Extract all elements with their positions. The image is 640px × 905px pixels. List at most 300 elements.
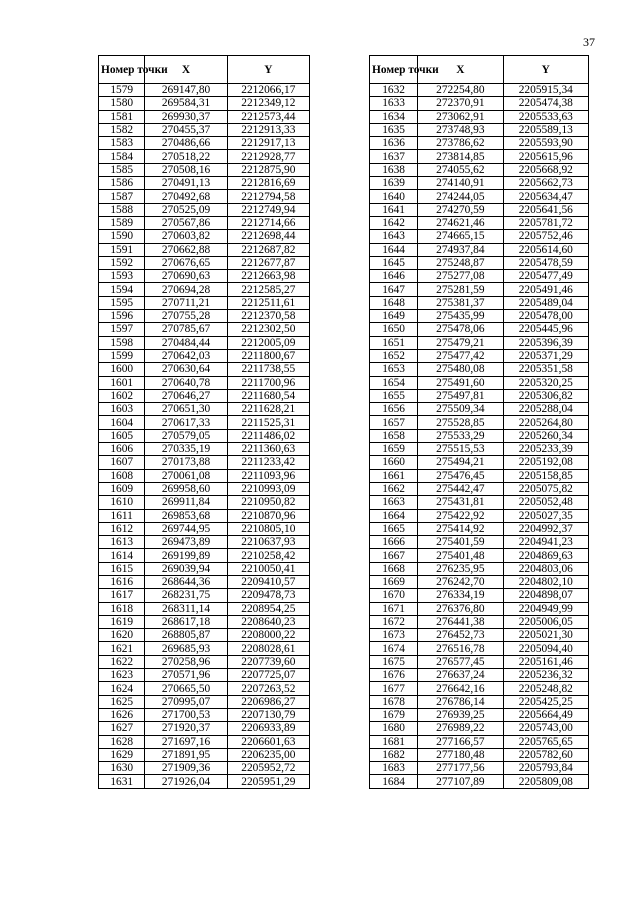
- cell-x: 274140,91: [418, 177, 503, 190]
- cell-point-number: 1638: [370, 163, 418, 176]
- cell-point-number: 1643: [370, 230, 418, 243]
- cell-x: 270690,63: [145, 270, 227, 283]
- table-row: [99, 762, 310, 775]
- cell-point-number: 1583: [99, 137, 145, 150]
- cell-point-number: 1642: [370, 216, 418, 229]
- cell-point-number: 1629: [99, 748, 145, 761]
- cell-x: 275431,81: [418, 496, 503, 509]
- cell-x: 270662,88: [145, 243, 227, 256]
- cell-y: 2205474,38: [503, 97, 588, 110]
- table-row: [99, 482, 310, 495]
- cell-point-number: 1611: [99, 509, 145, 522]
- table-row: [370, 123, 589, 136]
- cell-x: 270711,21: [145, 296, 227, 309]
- cell-point-number: 1608: [99, 469, 145, 482]
- cell-y: 2208640,23: [227, 615, 309, 628]
- cell-point-number: 1631: [99, 775, 145, 788]
- table-row: [99, 522, 310, 535]
- table-row: [370, 429, 589, 442]
- cell-x: 269853,68: [145, 509, 227, 522]
- cell-y: 2205478,00: [503, 310, 588, 323]
- cell-y: 2205952,72: [227, 762, 309, 775]
- cell-x: 270603,82: [145, 230, 227, 243]
- table-row: [370, 336, 589, 349]
- cell-y: 2205320,25: [503, 376, 588, 389]
- cell-y: 2212928,77: [227, 150, 309, 163]
- cell-y: 2204949,99: [503, 602, 588, 615]
- cell-point-number: 1605: [99, 429, 145, 442]
- cell-y: 2205478,59: [503, 256, 588, 269]
- cell-point-number: 1637: [370, 150, 418, 163]
- cell-y: 2207725,07: [227, 669, 309, 682]
- table-row: [99, 123, 310, 136]
- table-row: [370, 376, 589, 389]
- cell-y: 2211486,02: [227, 429, 309, 442]
- cell-y: 2205589,13: [503, 123, 588, 136]
- cell-y: 2212005,09: [227, 336, 309, 349]
- table-row: [370, 549, 589, 562]
- cell-x: 275528,85: [418, 416, 503, 429]
- cell-point-number: 1606: [99, 443, 145, 456]
- cell-y: 2205743,00: [503, 722, 588, 735]
- table-row: [99, 256, 310, 269]
- cell-y: 2204941,23: [503, 536, 588, 549]
- table-row: [99, 456, 310, 469]
- table-row: [370, 722, 589, 735]
- cell-x: 277177,56: [418, 762, 503, 775]
- cell-point-number: 1683: [370, 762, 418, 775]
- table-row: [370, 216, 589, 229]
- table-header-row: [370, 56, 589, 84]
- cell-x: 268311,14: [145, 602, 227, 615]
- cell-point-number: 1645: [370, 256, 418, 269]
- cell-y: 2212585,27: [227, 283, 309, 296]
- cell-point-number: 1613: [99, 536, 145, 549]
- cell-x: 276242,70: [418, 575, 503, 588]
- table-row: [370, 190, 589, 203]
- cell-point-number: 1592: [99, 256, 145, 269]
- cell-point-number: 1658: [370, 429, 418, 442]
- cell-x: 275478,06: [418, 323, 503, 336]
- cell-x: 268644,36: [145, 575, 227, 588]
- cell-x: 270617,33: [145, 416, 227, 429]
- cell-point-number: 1598: [99, 336, 145, 349]
- cell-y: 2212875,90: [227, 163, 309, 176]
- cell-point-number: 1587: [99, 190, 145, 203]
- cell-point-number: 1635: [370, 123, 418, 136]
- cell-point-number: 1636: [370, 137, 418, 150]
- cell-y: 2212687,82: [227, 243, 309, 256]
- cell-x: 274055,62: [418, 163, 503, 176]
- table-row: [370, 575, 589, 588]
- cell-point-number: 1604: [99, 416, 145, 429]
- cell-y: 2205915,34: [503, 84, 588, 97]
- table-row: [370, 203, 589, 216]
- cell-y: 2210258,42: [227, 549, 309, 562]
- cell-y: 2211233,42: [227, 456, 309, 469]
- table-row: [99, 84, 310, 97]
- cell-x: 276577,45: [418, 655, 503, 668]
- cell-point-number: 1617: [99, 589, 145, 602]
- cell-y: 2212573,44: [227, 110, 309, 123]
- table-row: [370, 536, 589, 549]
- table-row: [99, 602, 310, 615]
- cell-point-number: 1647: [370, 283, 418, 296]
- cell-x: 275248,87: [418, 256, 503, 269]
- cell-point-number: 1684: [370, 775, 418, 788]
- cell-x: 274244,05: [418, 190, 503, 203]
- table-row: [99, 536, 310, 549]
- cell-y: 2211700,96: [227, 376, 309, 389]
- cell-point-number: 1655: [370, 389, 418, 402]
- cell-y: 2206933,89: [227, 722, 309, 735]
- table-row: [99, 642, 310, 655]
- table-row: [99, 629, 310, 642]
- cell-x: 276452,73: [418, 629, 503, 642]
- table-row: [99, 509, 310, 522]
- cell-point-number: 1670: [370, 589, 418, 602]
- cell-x: 274621,46: [418, 216, 503, 229]
- table-row: [99, 270, 310, 283]
- cell-point-number: 1612: [99, 522, 145, 535]
- table-row: [99, 230, 310, 243]
- cell-point-number: 1632: [370, 84, 418, 97]
- cell-point-number: 1597: [99, 323, 145, 336]
- cell-x: 270486,66: [145, 137, 227, 150]
- table-row: [370, 655, 589, 668]
- table-row: [370, 589, 589, 602]
- cell-point-number: 1586: [99, 177, 145, 190]
- cell-y: 2205593,90: [503, 137, 588, 150]
- cell-x: 270676,65: [145, 256, 227, 269]
- table-row: [370, 629, 589, 642]
- table-row: [99, 562, 310, 575]
- cell-x: 276637,24: [418, 669, 503, 682]
- cell-y: 2211525,31: [227, 416, 309, 429]
- cell-point-number: 1669: [370, 575, 418, 588]
- cell-point-number: 1588: [99, 203, 145, 216]
- cell-x: 270694,28: [145, 283, 227, 296]
- header-point-number: Номер точки: [370, 56, 418, 84]
- cell-y: 2205781,72: [503, 216, 588, 229]
- cell-x: 269039,94: [145, 562, 227, 575]
- cell-x: 271697,16: [145, 735, 227, 748]
- cell-y: 2205489,04: [503, 296, 588, 309]
- cell-y: 2212349,12: [227, 97, 309, 110]
- table-row: [99, 575, 310, 588]
- cell-y: 2204992,37: [503, 522, 588, 535]
- cell-y: 2211628,21: [227, 403, 309, 416]
- cell-y: 2205158,85: [503, 469, 588, 482]
- table-row: [99, 655, 310, 668]
- cell-x: 270061,08: [145, 469, 227, 482]
- table-row: [370, 669, 589, 682]
- cell-x: 270567,86: [145, 216, 227, 229]
- cell-y: 2205021,30: [503, 629, 588, 642]
- cell-y: 2208954,25: [227, 602, 309, 615]
- cell-x: 275435,99: [418, 310, 503, 323]
- cell-point-number: 1595: [99, 296, 145, 309]
- cell-x: 273062,91: [418, 110, 503, 123]
- cell-y: 2211360,63: [227, 443, 309, 456]
- cell-point-number: 1620: [99, 629, 145, 642]
- cell-x: 271920,37: [145, 722, 227, 735]
- table-row: [370, 615, 589, 628]
- cell-point-number: 1668: [370, 562, 418, 575]
- cell-y: 2205951,29: [227, 775, 309, 788]
- cell-point-number: 1603: [99, 403, 145, 416]
- cell-y: 2205351,58: [503, 363, 588, 376]
- cell-x: 270630,64: [145, 363, 227, 376]
- cell-y: 2210050,41: [227, 562, 309, 575]
- cell-point-number: 1582: [99, 123, 145, 136]
- cell-y: 2211800,67: [227, 349, 309, 362]
- cell-x: 268617,18: [145, 615, 227, 628]
- cell-point-number: 1652: [370, 349, 418, 362]
- cell-x: 270646,27: [145, 389, 227, 402]
- cell-y: 2205477,49: [503, 270, 588, 283]
- cell-point-number: 1644: [370, 243, 418, 256]
- cell-y: 2210805,10: [227, 522, 309, 535]
- cell-point-number: 1610: [99, 496, 145, 509]
- cell-y: 2209410,57: [227, 575, 309, 588]
- cell-x: 269744,95: [145, 522, 227, 535]
- cell-point-number: 1580: [99, 97, 145, 110]
- cell-point-number: 1602: [99, 389, 145, 402]
- cell-x: 269473,89: [145, 536, 227, 549]
- cell-point-number: 1624: [99, 682, 145, 695]
- cell-point-number: 1657: [370, 416, 418, 429]
- cell-point-number: 1646: [370, 270, 418, 283]
- table-row: [370, 682, 589, 695]
- cell-x: 271700,53: [145, 708, 227, 721]
- cell-point-number: 1666: [370, 536, 418, 549]
- cell-y: 2205236,32: [503, 669, 588, 682]
- cell-point-number: 1601: [99, 376, 145, 389]
- cell-point-number: 1628: [99, 735, 145, 748]
- cell-y: 2205233,39: [503, 443, 588, 456]
- table-body-right: [370, 84, 589, 789]
- cell-point-number: 1660: [370, 456, 418, 469]
- table-row: [99, 296, 310, 309]
- cell-point-number: 1634: [370, 110, 418, 123]
- cell-x: 275497,81: [418, 389, 503, 402]
- cell-point-number: 1619: [99, 615, 145, 628]
- table-row: [99, 310, 310, 323]
- table-row: [370, 416, 589, 429]
- cell-point-number: 1609: [99, 482, 145, 495]
- cell-y: 2205445,96: [503, 323, 588, 336]
- cell-point-number: 1673: [370, 629, 418, 642]
- cell-x: 273786,62: [418, 137, 503, 150]
- cell-point-number: 1615: [99, 562, 145, 575]
- cell-point-number: 1671: [370, 602, 418, 615]
- cell-y: 2205809,08: [503, 775, 588, 788]
- cell-y: 2205425,25: [503, 695, 588, 708]
- cell-y: 2205782,60: [503, 748, 588, 761]
- cell-y: 2205668,92: [503, 163, 588, 176]
- table-row: [370, 389, 589, 402]
- table-row: [99, 137, 310, 150]
- cell-y: 2205491,46: [503, 283, 588, 296]
- cell-point-number: 1682: [370, 748, 418, 761]
- cell-point-number: 1607: [99, 456, 145, 469]
- cell-x: 270173,88: [145, 456, 227, 469]
- cell-x: 272370,91: [418, 97, 503, 110]
- cell-y: 2206986,27: [227, 695, 309, 708]
- cell-point-number: 1654: [370, 376, 418, 389]
- cell-point-number: 1681: [370, 735, 418, 748]
- cell-x: 270518,22: [145, 150, 227, 163]
- table-row: [99, 589, 310, 602]
- cell-y: 2205641,56: [503, 203, 588, 216]
- table-body-left: [99, 84, 310, 789]
- cell-x: 268805,87: [145, 629, 227, 642]
- cell-x: 269911,84: [145, 496, 227, 509]
- cell-y: 2212511,61: [227, 296, 309, 309]
- cell-point-number: 1678: [370, 695, 418, 708]
- table-row: [99, 682, 310, 695]
- cell-y: 2206601,63: [227, 735, 309, 748]
- cell-x: 269685,93: [145, 642, 227, 655]
- table-row: [370, 708, 589, 721]
- cell-x: 269958,60: [145, 482, 227, 495]
- table-row: [99, 216, 310, 229]
- table-row: [370, 562, 589, 575]
- cell-y: 2205615,96: [503, 150, 588, 163]
- cell-x: 275277,08: [418, 270, 503, 283]
- cell-x: 272254,80: [418, 84, 503, 97]
- cell-x: 276441,38: [418, 615, 503, 628]
- coordinates-table-left: [98, 55, 310, 789]
- cell-y: 2204803,06: [503, 562, 588, 575]
- cell-x: 271891,95: [145, 748, 227, 761]
- cell-point-number: 1616: [99, 575, 145, 588]
- table-row: [370, 403, 589, 416]
- table-row: [370, 230, 589, 243]
- cell-x: 275381,37: [418, 296, 503, 309]
- cell-x: 275401,59: [418, 536, 503, 549]
- table-row: [370, 310, 589, 323]
- cell-y: 2205533,63: [503, 110, 588, 123]
- cell-point-number: 1656: [370, 403, 418, 416]
- table-row: [370, 270, 589, 283]
- cell-x: 269147,80: [145, 84, 227, 97]
- cell-x: 270665,50: [145, 682, 227, 695]
- cell-y: 2205264,80: [503, 416, 588, 429]
- cell-point-number: 1663: [370, 496, 418, 509]
- cell-x: 273814,85: [418, 150, 503, 163]
- cell-x: 270640,78: [145, 376, 227, 389]
- cell-x: 270258,96: [145, 655, 227, 668]
- table-row: [99, 389, 310, 402]
- table-row: [99, 97, 310, 110]
- cell-point-number: 1676: [370, 669, 418, 682]
- table-row: [370, 735, 589, 748]
- table-row: [99, 443, 310, 456]
- cell-x: 276786,14: [418, 695, 503, 708]
- cell-x: 275491,60: [418, 376, 503, 389]
- table-row: [370, 283, 589, 296]
- cell-y: 2205248,82: [503, 682, 588, 695]
- cell-x: 270642,03: [145, 349, 227, 362]
- cell-y: 2210993,09: [227, 482, 309, 495]
- table-row: [99, 722, 310, 735]
- cell-y: 2212749,94: [227, 203, 309, 216]
- table-row: [99, 283, 310, 296]
- cell-x: 275494,21: [418, 456, 503, 469]
- page-number: 37: [583, 35, 595, 49]
- cell-y: 2205027,35: [503, 509, 588, 522]
- cell-point-number: 1622: [99, 655, 145, 668]
- cell-y: 2205192,08: [503, 456, 588, 469]
- table-row: [99, 363, 310, 376]
- cell-x: 270755,28: [145, 310, 227, 323]
- cell-y: 2207130,79: [227, 708, 309, 721]
- cell-point-number: 1590: [99, 230, 145, 243]
- cell-point-number: 1596: [99, 310, 145, 323]
- cell-point-number: 1672: [370, 615, 418, 628]
- cell-y: 2204898,07: [503, 589, 588, 602]
- cell-point-number: 1618: [99, 602, 145, 615]
- table-row: [370, 177, 589, 190]
- cell-y: 2212913,33: [227, 123, 309, 136]
- cell-x: 277180,48: [418, 748, 503, 761]
- cell-point-number: 1630: [99, 762, 145, 775]
- cell-x: 275480,08: [418, 363, 503, 376]
- cell-point-number: 1665: [370, 522, 418, 535]
- cell-x: 269584,31: [145, 97, 227, 110]
- cell-point-number: 1661: [370, 469, 418, 482]
- cell-point-number: 1675: [370, 655, 418, 668]
- table-row: [370, 762, 589, 775]
- cell-y: 2205006,05: [503, 615, 588, 628]
- table-row: [99, 748, 310, 761]
- cell-x: 270785,67: [145, 323, 227, 336]
- cell-point-number: 1589: [99, 216, 145, 229]
- coordinates-table-right: [369, 55, 589, 789]
- table-row: [370, 110, 589, 123]
- cell-y: 2212698,44: [227, 230, 309, 243]
- cell-point-number: 1584: [99, 150, 145, 163]
- cell-y: 2212816,69: [227, 177, 309, 190]
- table-row: [370, 496, 589, 509]
- cell-y: 2205260,34: [503, 429, 588, 442]
- cell-point-number: 1633: [370, 97, 418, 110]
- table-row: [99, 243, 310, 256]
- table-row: [370, 695, 589, 708]
- cell-y: 2205752,46: [503, 230, 588, 243]
- cell-y: 2205371,29: [503, 349, 588, 362]
- table-row: [99, 203, 310, 216]
- table-row: [99, 708, 310, 721]
- cell-x: 275414,92: [418, 522, 503, 535]
- cell-point-number: 1627: [99, 722, 145, 735]
- cell-x: 275533,29: [418, 429, 503, 442]
- cell-point-number: 1650: [370, 323, 418, 336]
- cell-x: 276516,78: [418, 642, 503, 655]
- cell-point-number: 1648: [370, 296, 418, 309]
- cell-x: 276642,16: [418, 682, 503, 695]
- table-row: [370, 349, 589, 362]
- cell-y: 2212370,58: [227, 310, 309, 323]
- table-row: [370, 775, 589, 788]
- cell-y: 2204802,10: [503, 575, 588, 588]
- cell-y: 2205075,82: [503, 482, 588, 495]
- cell-x: 276334,19: [418, 589, 503, 602]
- cell-point-number: 1625: [99, 695, 145, 708]
- cell-x: 273748,93: [418, 123, 503, 136]
